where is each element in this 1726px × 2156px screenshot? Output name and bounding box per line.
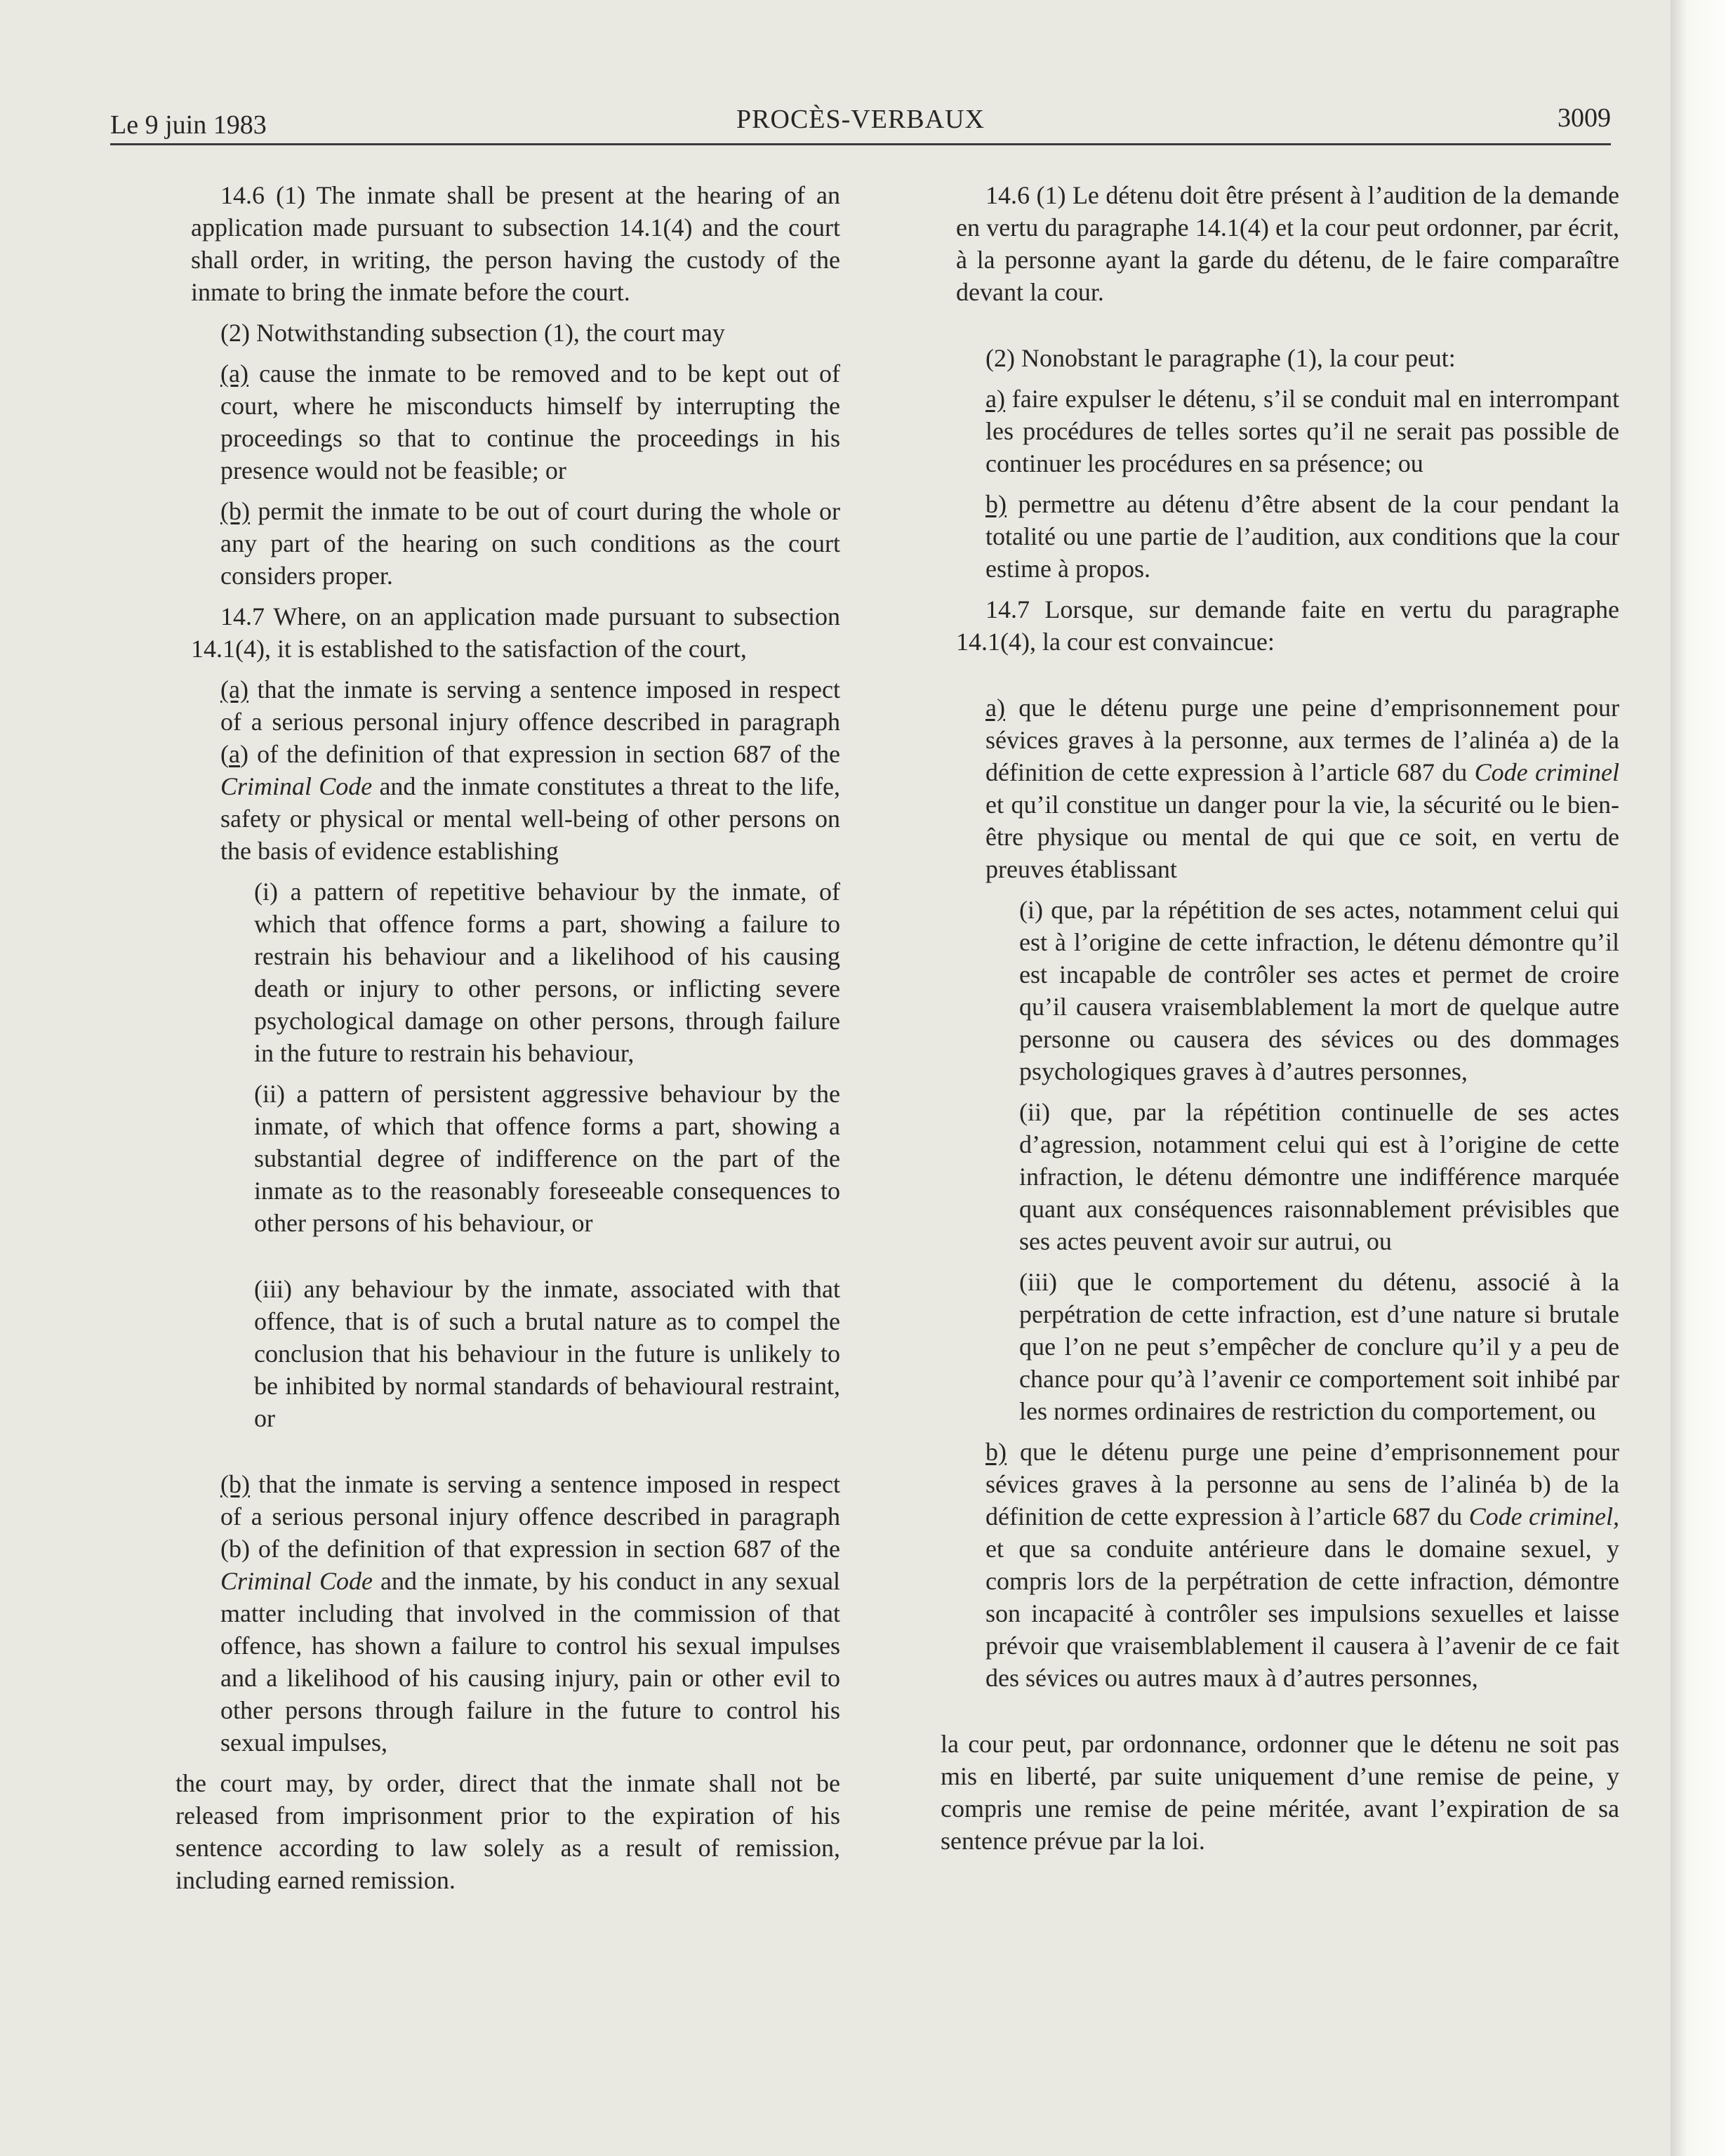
fr-clause-a2-letter: a) [985,694,1005,722]
fr-clause-a2-text1: que le détenu purge une peine d’emprisonnement pour sévices graves à la personne, aux termes de l’alinéa a) de la définition de cette expression à l’article 687 du [985,694,1619,786]
french-column [941,179,1619,1865]
english-column [175,179,840,1905]
en-clause-b-text: permit the inmate to be out of court during the whole or any part of the hearing on such conditions as the court considers proper. [220,497,840,590]
fr-closing: la cour peut, par ordonnance, ordonner que le détenu ne soit pas mis en liberté, par suite uniquement d’une remise de peine, y compris une remise de peine méritée, avant l’expiration de sa sentence prévue par la loi. [941,1730,1619,1855]
en-clause-b2-text2: and the inmate, by his conduct in any sexual matter including that involved in the commission of that offence, has shown a failure to control his sexual impulses and a likelihood of his causing injury, pain or other evil to other persons through failure in the future to control his sexual impulses, [220,1567,840,1757]
page-edge [1671,0,1726,2156]
fr-clause-b [985,488,1619,585]
fr-section-14-6-2: (2) Nonobstant le paragraphe (1), la cour peut: [985,344,1456,372]
en-clause-a2-para-letter: a [229,740,240,768]
en-closing: the court may, by order, direct that the inmate shall not be released from imprisonment prior to the expiration of his sentence according to law solely as a result of remission, including earned remission. [175,1769,840,1894]
en-clause-a-text: cause the inmate to be removed and to be kept out of court, where he misconducts himself by interrupting the proceedings so that to continue the proceedings in his presence would not be feasible; or [220,359,840,484]
fr-clause-a-letter: a) [985,385,1005,413]
fr-subclause-ii: (ii) que, par la répétition continuelle de ses actes d’agression, notamment celui qui est à l’origine de cette infraction, le détenu démontre une indifférence marquée quant aux conséquences raisonnablement prévisibles que ses actes peuvent avoir sur autrui, ou [1019,1098,1619,1255]
en-section-14-6-1: 14.6 (1) The inmate shall be present at the hearing of an application made pursuant to subsection 14.1(4) and the court shall order, in writing, the person having the custody of the inmate to bring the inmate before the court. [191,181,840,306]
page-header [110,104,1611,145]
en-clause-a2-letter: (a) [220,675,248,703]
en-subclause-i: (i) a pattern of repetitive behaviour by the inmate, of which that offence forms a part, showing a failure to restrain his behaviour and a likelihood of his causing death or injury to other persons, or inflicting severe psychological damage on other persons, through failure in the future to restrain his behaviour, [254,878,840,1067]
fr-clause-b2 [985,1436,1619,1694]
en-section-14-7: 14.7 Where, on an application made pursuant to subsection 14.1(4), it is established to the satisfaction of the court, [191,602,840,663]
fr-clause-a2-code: Code criminel [1474,758,1619,786]
fr-section-14-7: 14.7 Lorsque, sur demande faite en vertu du paragraphe 14.1(4), la cour est convaincue: [956,595,1619,656]
en-clause-a2-text3: and the inmate constitutes a threat to the life, safety or physical or mental well-being of other persons on the basis of evidence establishing [220,772,840,865]
en-clause-a [220,357,840,487]
fr-clause-b-text: permettre au détenu d’être absent de la cour pendant la totalité ou une partie de l’audition, aux conditions que la cour estime à propos. [985,490,1619,583]
fr-clause-b2-text1: que le détenu purge une peine d’emprisonnement pour sévices graves à la personne au sens de l’alinéa b) de la définition de cette expression à l’article 687 du [985,1438,1619,1530]
en-clause-b2-code: Criminal Code [220,1567,373,1595]
fr-section-14-6-1: 14.6 (1) Le détenu doit être présent à l’audition de la demande en vertu du paragraphe 14.1(4) et la cour peut ordonner, par écrit, à la personne ayant la garde du détenu, de le faire comparaître devant la cour. [956,181,1619,306]
en-subclause-ii: (ii) a pattern of persistent aggressive behaviour by the inmate, of which that offence forms a part, showing a substantial degree of indifference on the part of the inmate as to the reasonably foreseeable consequences to other persons of his behaviour, or [254,1080,840,1237]
page-number: 3009 [1558,103,1611,133]
header-date: Le 9 juin 1983 [110,110,267,140]
fr-subclause-iii: (iii) que le comportement du détenu, associé à la perpétration de cette infraction, est d’une nature si brutale que l’on ne peut s’empêcher de conclure qu’il y a peu de chance pour qu’à l’avenir ce comportement soit inhibé par les normes ordinaires de restriction du comportement, ou [1019,1268,1619,1425]
fr-clause-a2 [985,692,1619,885]
en-clause-b2 [220,1468,840,1759]
en-clause-b2-letter: (b) [220,1470,250,1498]
fr-clause-b-letter: b) [985,490,1007,518]
en-clause-b-letter: (b) [220,497,250,525]
fr-clause-a [985,383,1619,480]
en-section-14-6-2: (2) Notwithstanding subsection (1), the court may [220,319,725,347]
en-clause-b2-text1: that the inmate is serving a sentence imposed in respect of a serious personal injury offence described in paragraph (b) of the definition of that expression in section 687 of the [220,1470,840,1563]
fr-clause-a2-text2: et qu’il constitue un danger pour la vie, la sécurité ou le bien-être physique ou mental de qui que ce soit, en vertu de preuves établissant [985,791,1619,883]
fr-subclause-i: (i) que, par la répétition de ses actes, notamment celui qui est à l’origine de cette infraction, le détenu démontre qu’il est incapable de contrôler ses actes et permet de croire qu’il causera vraisemblablement la mort de quelque autre personne ou causera des sévices ou des dommages psychologiques graves à d’autres personnes, [1019,896,1619,1085]
fr-clause-b2-text2: et que sa conduite antérieure dans le domaine sexuel, y compris lors de la perpétration de cette infraction, démontre son incapacité à contrôler ses impulsions sexuelles et laisse prévoir que vraisemblablement il causera à l’avenir de ce fait des sévices ou autres maux à d’autres personnes, [985,1535,1619,1692]
en-clause-a2-text2: ) of the definition of that expression in section 687 of the [239,740,840,768]
en-clause-a2-text1: that the inmate is serving a sentence imposed in respect of a serious personal injury offence described in paragraph ( [220,675,840,768]
header-title: PROCÈS-VERBAUX [736,105,985,134]
fr-clause-b2-code: Code criminel, [1468,1502,1619,1530]
en-clause-a2 [220,673,840,867]
fr-clause-b2-letter: b) [985,1438,1007,1466]
en-clause-b [220,495,840,592]
en-clause-a-letter: (a) [220,359,248,388]
en-clause-a2-code: Criminal Code [220,772,373,800]
en-subclause-iii: (iii) any behaviour by the inmate, associated with that offence, that is of such a brutal nature as to compel the conclusion that his behaviour in the future is unlikely to be inhibited by normal standards of behavioural restraint, or [254,1275,840,1432]
fr-clause-a-text: faire expulser le détenu, s’il se conduit mal en interrompant les procédures de telles sortes qu’il ne serait pas possible de continuer les procédures en sa présence; ou [985,385,1619,477]
